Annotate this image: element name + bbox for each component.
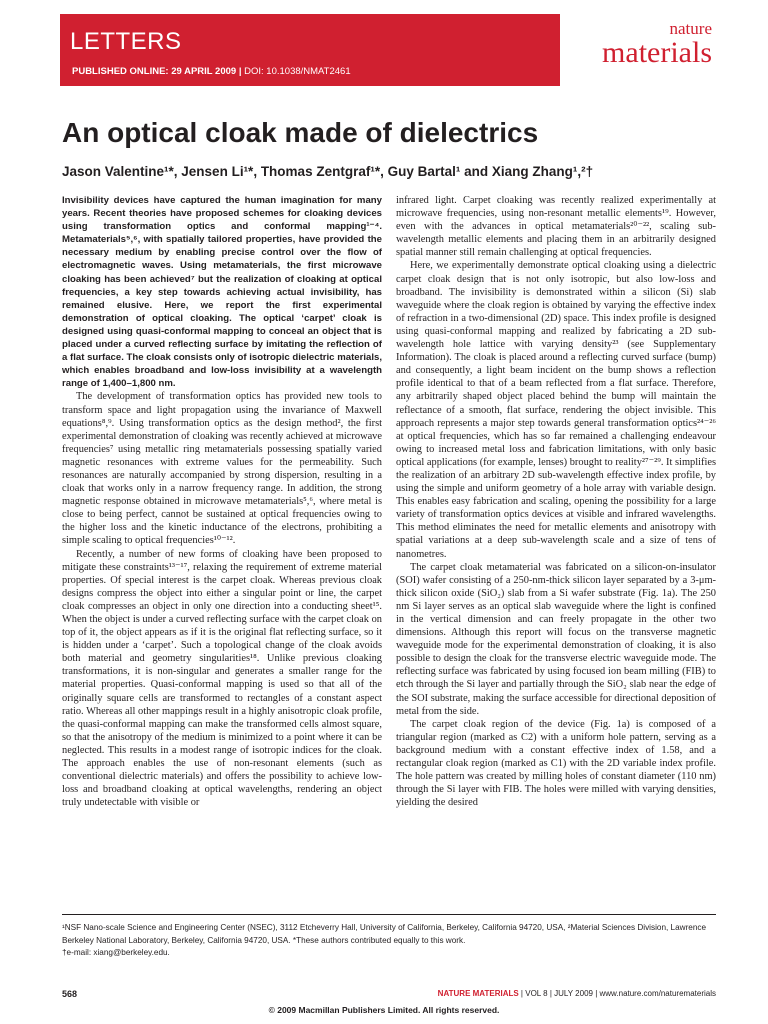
author-list: Jason Valentine¹*, Jensen Li¹*, Thomas Zentgraf¹*, Guy Bartal¹ and Xiang Zhang¹,²† (62, 164, 594, 179)
body-paragraph: The carpet cloak metamaterial was fabricated on a silicon-on-insulator (SOI) wafer consisting of a 250-nm-thick silicon layer separated by a 3-μm-thick silicon oxide (SiO₂) slab from a Si wafer substrate (Fig. 1a). The 250 nm Si layer serves as an optical slab waveguide where the light is confined in the vertical dimension and can freely propagate in the other two dimensions. Although this report will focus on the transverse magnetic waveguide mode for the experimental demonstration of cloaking, it is also possible to design the cloak for the transverse electric waveguide mode. The reflecting surface was fabricated by using focused ion beam milling (FIB) to etch through the Si layer and partially through the SiO₂ slab near the edge of the SOI substrate, making the surface accessible for directional deposition of metal from the side. (396, 561, 716, 717)
body-paragraph: Here, we experimentally demonstrate optical cloaking using a dielectric carpet cloak design that is not only isotropic, but also low-loss and broadband. The invisibility is demonstrated within a silicon (Si) slab waveguide where the cloak region is obtained by varying the effective index of refraction in a two-dimensional (2D) space. This index profile is designed using quasi-conformal mapping and realized by fabricating a 2D sub-wavelength hole lattice with varying density²³ (see Supplementary Information). The cloak is placed around a reflecting curved surface (bump) and consequently, a light beam incident on the bump shows a reflection profile identical to that of a beam reflected from a flat surface. Therefore, any arbitrarily shaped object placed behind the bump will maintain the reflectance of a smooth, flat surface, rendering the object invisible. This approach represents a major step towards general transformation optics²⁴⁻²⁶ at optical frequencies, which has so far remained a challenging endeavour owing to increased metal loss and fabrication limitations, with only basic optical applications (for example, lenses) brought to reality²⁷⁻²⁹. It simplifies the realization of an arbitrary 2D sub-wavelength effective index profile, by using the simple and uniform geometry of a hole array with variable design. This enables easy fabrication and scaling, opening the possibility for a large variety of transformation optics devices at visible and infrared wavelengths. This method eliminates the need for metallic elements and anisotropy with spatial variations at a deep sub-wavelength scale and a size of tens of nanometres. (396, 260, 716, 560)
body-paragraph: The carpet cloak region of the device (Fig. 1a) is composed of a triangular region (marked as C2) with a uniform hole pattern, serving as a background medium with a constant effective index of 1.58, and a rectangular cloak region (marked as C1) with the 2D variable index profile. The hole pattern was created by milling holes of constant diameter (110 nm) through the Si layer with FIB. The holes were milled with varying densities, yielding the desired (396, 718, 716, 809)
right-column (396, 194, 716, 809)
logo-nature: nature (669, 19, 712, 38)
footnotes (62, 922, 716, 960)
page-number: 568 (62, 989, 78, 999)
left-column (62, 194, 382, 809)
doi-link[interactable]: DOI: 10.1038/NMAT2461 (244, 66, 351, 77)
publication-info (72, 66, 351, 77)
info-separator: | (236, 66, 245, 77)
article-title: An optical cloak made of dielectrics (62, 117, 539, 148)
body-paragraph: Recently, a number of new forms of cloaking have been proposed to mitigate these constraints¹³⁻¹⁷, relaxing the requirement of extreme material properties. Of special interest is the carpet cloak. Whereas previous cloak designs compress the object into either a singular point or line, the carpet cloak compresses an object in only one direction into a conducting sheet¹⁵. When the object is under a curved reflecting surface with the carpet cloak on top of it, the object appears as if it is the original flat reflecting surface, so it is hidden under a ‘carpet’. Such a topological change of the cloak avoids both material and geometry singularities¹⁸. Unlike previous cloaking transformations, it is non-singular and generates a smaller range for the material properties. Quasi-conformal mapping is used so that all of the originally square cells are transformed to rectangles of a constant aspect ratio. Whereas all other mappings result in a highly anisotropic cloak profile, the quasi-conformal mapping can make the transformed cells almost square, so that the anisotropy of the medium is minimized to a point where it can be neglected. This results in a modest range of isotropic indices for the cloak. The approach enables the use of non-resonant elements (such as conventional dielectric materials) and offers the possibility to achieve low-loss and broadband cloaking at optical wavelengths, rendering an object truly undetectable with visible or (62, 548, 382, 809)
journal-name: NATURE MATERIALS (437, 989, 519, 998)
journal-header (0, 0, 768, 95)
published-date: PUBLISHED ONLINE: 29 APRIL 2009 (72, 66, 237, 77)
journal-footer (404, 989, 716, 998)
body-paragraph: infrared light. Carpet cloaking was recently realized experimentally at microwave frequencies, using non-resonant metallic elements¹⁹. However, even with the advances in optical metamaterials²⁰⁻²², scaling sub-wavelength metallic elements and placing them in an arbitrarily designed spatial manner still remain challenging at optical frequencies. (396, 195, 716, 259)
journal-logo (572, 20, 712, 68)
affiliations-footnote: ¹NSF Nano-scale Science and Engineering Center (NSEC), 3112 Etcheverry Hall, University of California, Berkeley, California 94720, USA, ²Material Sciences Division, Lawrence Berkeley National Laboratory, Berkeley, California 94720, USA. *These authors contributed equally to this work. (62, 923, 707, 945)
body-paragraph: The development of transformation optics has provided new tools to transform space and light propagation using the invariance of Maxwell equations⁸,⁹. Using transformation optics as the design method², the first experimental demonstration of cloaking was recently achieved at microwave frequencies⁷ using metallic ring metamaterials possessing spatially varied magnetic resonances with extreme values for the permeability. Such resonances are naturally accompanied by strong dispersion, resulting in a cloak that works only in a narrow frequency range. In addition, the strong magnetic response obtained in microwave metamaterials⁵,⁶, where metal is close to being perfect, cannot be sustained at optical frequencies owing to the higher loss and the kinetic inductance of the electrons, prohibiting a simple scaling to optical frequencies¹⁰⁻¹². (62, 391, 382, 547)
email-footnote[interactable]: †e-mail: xiang@berkeley.edu. (62, 948, 170, 957)
footnote-divider (62, 914, 716, 915)
journal-info: | VOL 8 | JULY 2009 | www.nature.com/naturematerials (518, 989, 716, 998)
section-label: LETTERS (70, 28, 182, 55)
copyright-notice: © 2009 Macmillan Publishers Limited. All rights reserved. (268, 1005, 500, 1015)
abstract: Invisibility devices have captured the human imagination for many years. Recent theories have proposed schemes for cloaking devices using transformation optics and conformal mapping¹⁻⁴. Metamaterials⁵,⁶, with spatially tailored properties, have provided the necessary medium by enabling precise control over the flow of electromagnetic waves. Using metamaterials, the first microwave cloaking has been achieved⁷ but the realization of cloaking at optical frequencies, a key step towards achieving actual invisibility, has remained elusive. Here, we report the first experimental demonstration of optical cloaking. The optical ‘carpet’ cloak is designed using quasi-conformal mapping to conceal an object that is placed under a curved reflecting surface by imitating the reflection of a flat surface. The cloak consists only of isotropic dielectric materials, which enables broadband and low-loss invisibility at a wavelength range of 1,400–1,800 nm. (62, 195, 382, 390)
logo-materials: materials (602, 36, 712, 69)
